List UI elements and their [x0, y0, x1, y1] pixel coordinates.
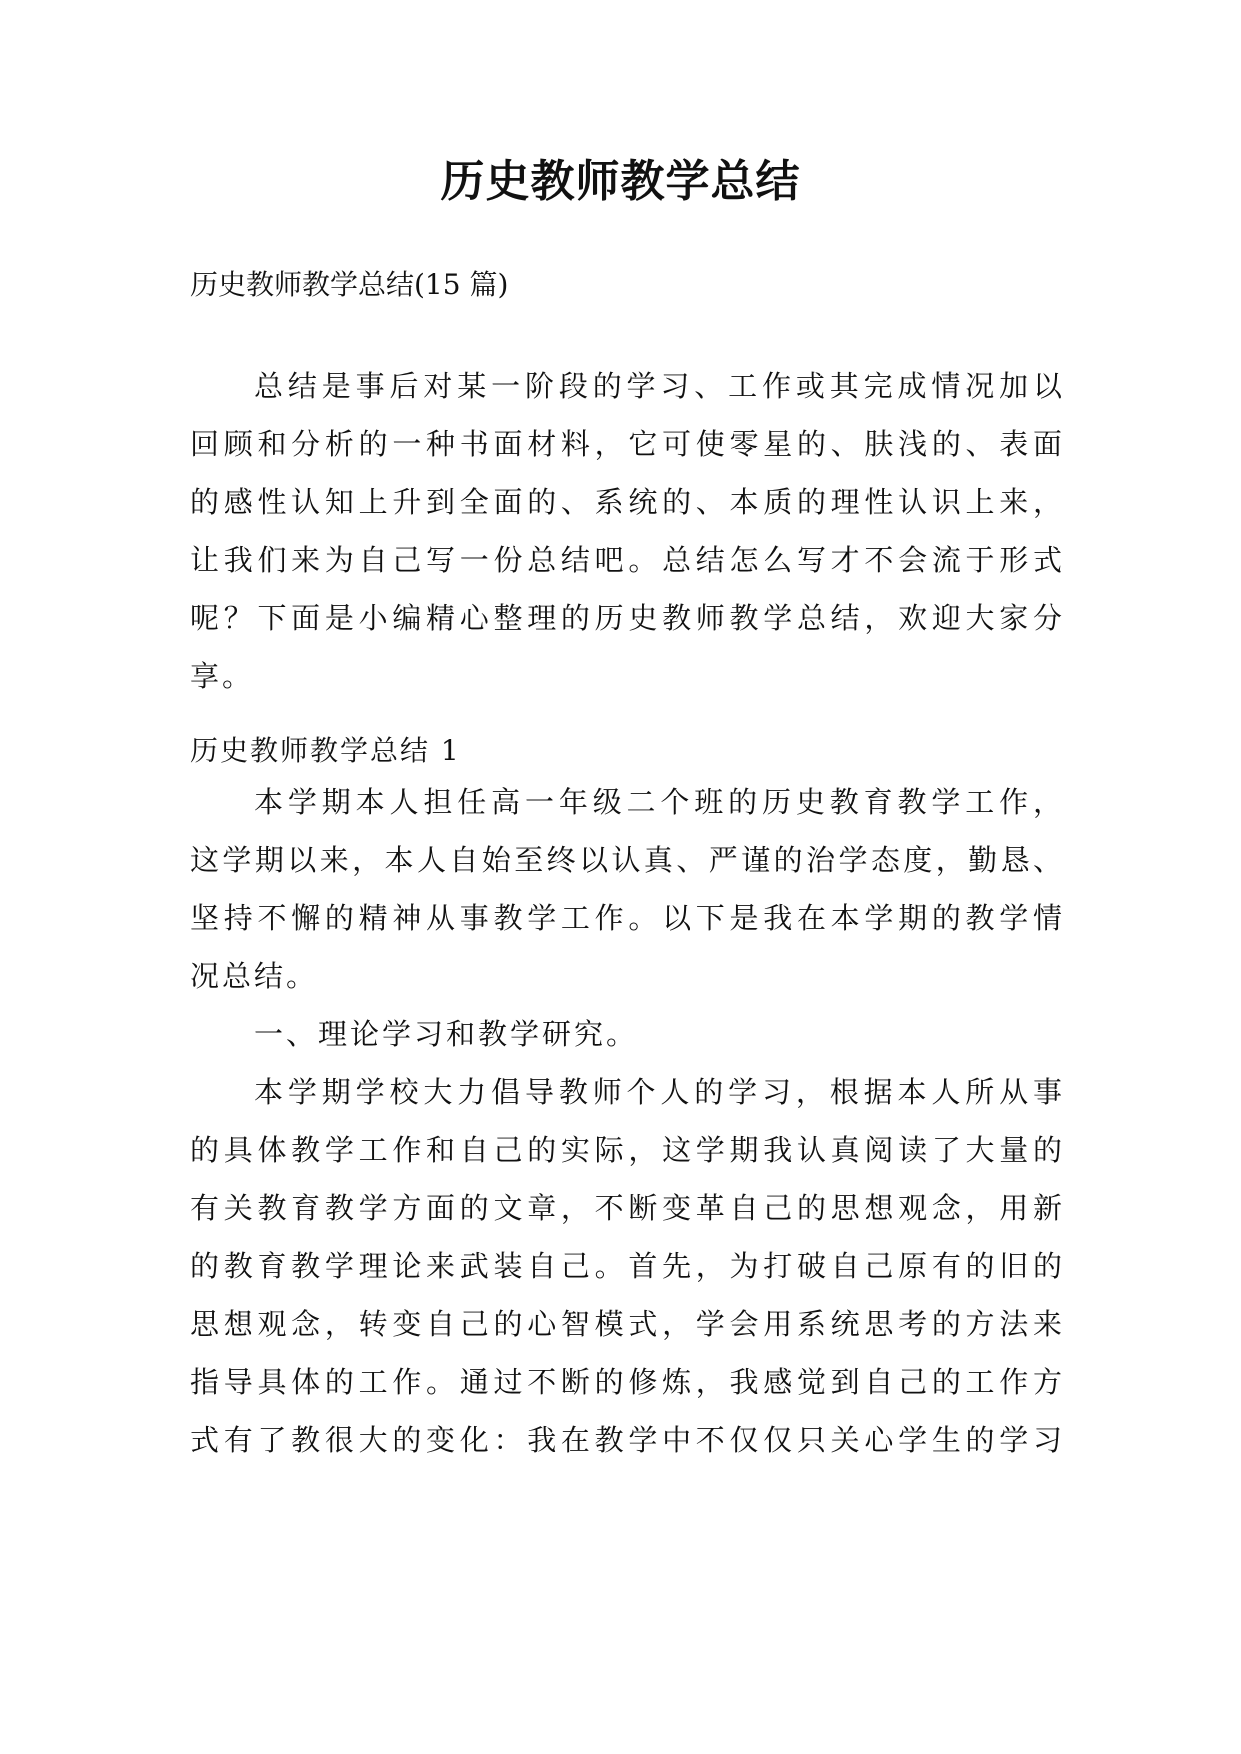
section-subheading: 一、理论学习和教学研究。: [254, 1017, 639, 1051]
paragraph-line: 呢？下面是小编精心整理的历史教师教学总结，欢迎大家分: [190, 601, 1065, 635]
paragraph-line: 享。: [190, 659, 255, 693]
paragraph-line: 的感性认知上升到全面的、系统的、本质的理性认识上来，: [190, 485, 1065, 519]
paragraph-line: 思想观念，转变自己的心智模式，学会用系统思考的方法来: [190, 1307, 1065, 1341]
section1-subheading-block: [190, 1005, 1065, 1063]
paragraph-line: 本学期学校大力倡导教师个人的学习，根据本人所从事: [254, 1075, 1065, 1109]
paragraph-line: 回顾和分析的一种书面材料，它可使零星的、肤浅的、表面: [190, 427, 1065, 461]
document-subtitle: 历史教师教学总结(15 篇): [190, 268, 509, 301]
section1-paragraph-1: [190, 773, 1065, 1005]
paragraph-line: 的具体教学工作和自己的实际，这学期我认真阅读了大量的: [190, 1133, 1065, 1167]
paragraph-line: 总结是事后对某一阶段的学习、工作或其完成情况加以: [254, 369, 1065, 403]
paragraph-line: 坚持不懈的精神从事教学工作。以下是我在本学期的教学情: [190, 901, 1065, 935]
paragraph-line: 式有了教很大的变化：我在教学中不仅仅只关心学生的学习: [190, 1423, 1065, 1457]
paragraph-line: 的教育教学理论来武装自己。首先，为打破自己原有的旧的: [190, 1249, 1065, 1283]
section1-paragraph-2: [190, 1063, 1065, 1469]
paragraph-line: 本学期本人担任高一年级二个班的历史教育教学工作，: [254, 785, 1065, 819]
section-heading: 历史教师教学总结 1: [190, 734, 461, 767]
paragraph-line: 这学期以来，本人自始至终以认真、严谨的治学态度，勤恳、: [190, 843, 1065, 877]
paragraph-line: 况总结。: [190, 959, 319, 993]
intro-paragraph: [190, 357, 1065, 705]
document-title: 历史教师教学总结: [440, 156, 801, 207]
paragraph-line: 让我们来为自己写一份总结吧。总结怎么写才不会流于形式: [190, 543, 1065, 577]
paragraph-line: 指导具体的工作。通过不断的修炼，我感觉到自己的工作方: [190, 1365, 1065, 1399]
paragraph-line: 有关教育教学方面的文章，不断变革自己的思想观念，用新: [190, 1191, 1065, 1225]
